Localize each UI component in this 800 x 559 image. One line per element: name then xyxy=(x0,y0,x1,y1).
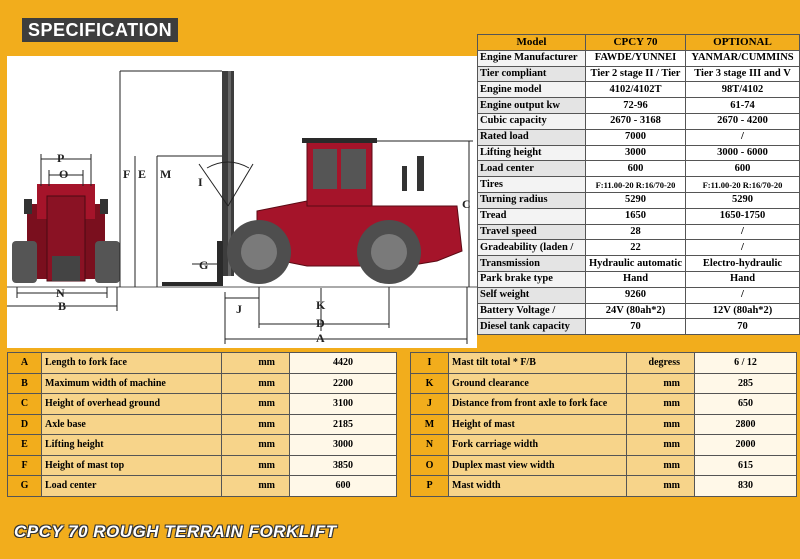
dimension-unit: mm xyxy=(627,414,695,435)
dimension-letter: O xyxy=(411,455,449,476)
spec-value-optional: 12V (80ah*2) xyxy=(686,303,800,319)
spec-row xyxy=(478,98,800,114)
spec-row xyxy=(478,161,800,177)
dimension-letter: F xyxy=(8,455,42,476)
spec-value-optional: / xyxy=(686,287,800,303)
side-view xyxy=(162,71,462,286)
label-f: F xyxy=(123,167,131,181)
dimension-description: Distance from front axle to fork face xyxy=(449,394,627,415)
spec-row xyxy=(478,82,800,98)
dimension-row xyxy=(411,476,797,497)
spec-row xyxy=(478,129,800,145)
spec-value-optional: / xyxy=(686,240,800,256)
label-b: B xyxy=(58,299,67,313)
spec-value-optional: 61-74 xyxy=(686,98,800,114)
spec-value-cpcy70: 600 xyxy=(586,161,686,177)
spec-value-cpcy70: 1650 xyxy=(586,208,686,224)
label-g: G xyxy=(199,258,209,272)
spec-table-header xyxy=(478,35,800,51)
dimension-unit: mm xyxy=(627,373,695,394)
spec-value-cpcy70: FAWDE/YUNNEI xyxy=(586,50,686,66)
spec-row xyxy=(478,113,800,129)
dimension-description: Mast width xyxy=(449,476,627,497)
label-n: N xyxy=(56,286,65,300)
spec-label: Tread xyxy=(478,208,586,224)
dimension-value: 600 xyxy=(290,476,397,497)
label-k: K xyxy=(316,298,326,312)
spec-value-optional: 1650-1750 xyxy=(686,208,800,224)
label-d: D xyxy=(316,316,325,330)
spec-value-cpcy70: Tier 2 stage II / Tier xyxy=(586,66,686,82)
dimension-unit: mm xyxy=(222,373,290,394)
spec-value-optional: Hand xyxy=(686,271,800,287)
dimension-value: 650 xyxy=(695,394,797,415)
spec-value-optional: Tier 3 stage III and V xyxy=(686,66,800,82)
dimension-description: Height of mast top xyxy=(42,455,222,476)
dimension-unit: mm xyxy=(222,414,290,435)
spec-value-cpcy70: Hand xyxy=(586,271,686,287)
dimension-letter: P xyxy=(411,476,449,497)
spec-value-optional: F:11.00-20 R:16/70-20 xyxy=(686,177,800,193)
dimension-row xyxy=(8,435,397,456)
spec-label: Self weight xyxy=(478,287,586,303)
header-cpcy70: CPCY 70 xyxy=(586,35,686,51)
spec-label: Travel speed xyxy=(478,224,586,240)
dimension-value: 3850 xyxy=(290,455,397,476)
label-j: J xyxy=(236,302,242,316)
spec-table xyxy=(477,34,800,335)
spec-value-optional: 5290 xyxy=(686,192,800,208)
dimension-letter: K xyxy=(411,373,449,394)
spec-label: Engine Manufacturer xyxy=(478,50,586,66)
spec-value-optional: 2670 - 4200 xyxy=(686,113,800,129)
dimension-row xyxy=(411,373,797,394)
spec-value-optional: / xyxy=(686,224,800,240)
dimension-row xyxy=(8,353,397,374)
dimension-letter: D xyxy=(8,414,42,435)
spec-value-cpcy70: F:11.00-20 R:16/70-20 xyxy=(586,177,686,193)
dimension-letter: I xyxy=(411,353,449,374)
spec-label: Engine model xyxy=(478,82,586,98)
spec-value-cpcy70: 2670 - 3168 xyxy=(586,113,686,129)
dimension-unit: degress xyxy=(627,353,695,374)
dimension-value: 285 xyxy=(695,373,797,394)
spec-row xyxy=(478,192,800,208)
dimension-description: Maximum width of machine xyxy=(42,373,222,394)
spec-row xyxy=(478,271,800,287)
spec-label: Park brake type xyxy=(478,271,586,287)
dimension-description: Length to fork face xyxy=(42,353,222,374)
dimension-letter: E xyxy=(8,435,42,456)
dimension-row xyxy=(411,414,797,435)
dimension-row xyxy=(8,455,397,476)
spec-value-cpcy70: Hydraulic automatic xyxy=(586,256,686,272)
dimension-table-left xyxy=(7,352,397,497)
dimension-letter: G xyxy=(8,476,42,497)
spec-row xyxy=(478,50,800,66)
dimension-value: 3100 xyxy=(290,394,397,415)
header-model: Model xyxy=(478,35,586,51)
dimension-row xyxy=(411,455,797,476)
spec-value-optional: 600 xyxy=(686,161,800,177)
spec-row xyxy=(478,319,800,335)
dimension-letter: N xyxy=(411,435,449,456)
spec-value-optional: 3000 - 6000 xyxy=(686,145,800,161)
spec-label: Rated load xyxy=(478,129,586,145)
spec-label: Cubic capacity xyxy=(478,113,586,129)
spec-value-cpcy70: 5290 xyxy=(586,192,686,208)
spec-row xyxy=(478,66,800,82)
label-o: O xyxy=(59,167,69,181)
spec-row xyxy=(478,208,800,224)
forklift-drawing xyxy=(7,56,477,348)
spec-label: Engine output kw xyxy=(478,98,586,114)
dimension-row xyxy=(411,394,797,415)
dimension-letter: M xyxy=(411,414,449,435)
label-a: A xyxy=(316,331,325,345)
dimension-value: 615 xyxy=(695,455,797,476)
spec-value-cpcy70: 28 xyxy=(586,224,686,240)
dimension-letter: J xyxy=(411,394,449,415)
dimension-row xyxy=(411,435,797,456)
dimension-unit: mm xyxy=(627,455,695,476)
label-c: C xyxy=(462,197,471,211)
dimension-value: 6 / 12 xyxy=(695,353,797,374)
label-m: M xyxy=(160,167,172,181)
spec-row xyxy=(478,224,800,240)
spec-value-cpcy70: 70 xyxy=(586,319,686,335)
spec-value-optional: / xyxy=(686,129,800,145)
header-optional: OPTIONAL xyxy=(686,35,800,51)
dimension-unit: mm xyxy=(222,455,290,476)
label-i: I xyxy=(198,175,203,189)
dimension-description: Axle base xyxy=(42,414,222,435)
dimension-letter: C xyxy=(8,394,42,415)
spec-label: Turning radius xyxy=(478,192,586,208)
dimension-letter: B xyxy=(8,373,42,394)
spec-value-optional: 98T/4102 xyxy=(686,82,800,98)
dimension-description: Lifting height xyxy=(42,435,222,456)
footer-title: CPCY 70 ROUGH TERRAIN FORKLIFT xyxy=(14,522,337,541)
dimension-row xyxy=(8,414,397,435)
spec-value-cpcy70: 4102/4102T xyxy=(586,82,686,98)
spec-value-cpcy70: 3000 xyxy=(586,145,686,161)
spec-label: Load center xyxy=(478,161,586,177)
dimension-row xyxy=(8,476,397,497)
dimension-description: Load center xyxy=(42,476,222,497)
spec-label: Lifting height xyxy=(478,145,586,161)
dimension-unit: mm xyxy=(627,476,695,497)
dimension-unit: mm xyxy=(222,476,290,497)
spec-label: Tires xyxy=(478,177,586,193)
spec-label: Gradeability (laden / xyxy=(478,240,586,256)
label-p: P xyxy=(57,151,65,165)
dimension-row xyxy=(8,394,397,415)
dimension-description: Mast tilt total * F/B xyxy=(449,353,627,374)
spec-label: Tier compliant xyxy=(478,66,586,82)
spec-value-optional: Electro-hydraulic xyxy=(686,256,800,272)
dimension-unit: mm xyxy=(627,435,695,456)
spec-row xyxy=(478,256,800,272)
dimension-row xyxy=(411,353,797,374)
dimension-value: 2800 xyxy=(695,414,797,435)
spec-value-cpcy70: 7000 xyxy=(586,129,686,145)
dimension-description: Ground clearance xyxy=(449,373,627,394)
dimension-unit: mm xyxy=(222,435,290,456)
dimension-value: 3000 xyxy=(290,435,397,456)
dimension-value: 4420 xyxy=(290,353,397,374)
spec-row xyxy=(478,287,800,303)
dimension-description: Duplex mast view width xyxy=(449,455,627,476)
dimension-value: 2200 xyxy=(290,373,397,394)
dimension-value: 2000 xyxy=(695,435,797,456)
dimension-unit: mm xyxy=(222,353,290,374)
dimension-description: Height of overhead ground xyxy=(42,394,222,415)
dimension-table-right xyxy=(410,352,797,497)
spec-row xyxy=(478,177,800,193)
dimension-value: 830 xyxy=(695,476,797,497)
spec-value-cpcy70: 22 xyxy=(586,240,686,256)
spec-value-optional: 70 xyxy=(686,319,800,335)
spec-row xyxy=(478,303,800,319)
dimension-unit: mm xyxy=(627,394,695,415)
label-e: E xyxy=(138,167,147,181)
spec-value-optional: YANMAR/CUMMINS xyxy=(686,50,800,66)
spec-label: Transmission xyxy=(478,256,586,272)
dimension-description: Fork carriage width xyxy=(449,435,627,456)
spec-row xyxy=(478,145,800,161)
spec-value-cpcy70: 72-96 xyxy=(586,98,686,114)
dimension-row xyxy=(8,373,397,394)
dimension-letter: A xyxy=(8,353,42,374)
page-title: SPECIFICATION xyxy=(22,18,178,42)
dimension-value: 2185 xyxy=(290,414,397,435)
spec-row xyxy=(478,240,800,256)
spec-label: Battery Voltage / xyxy=(478,303,586,319)
dimension-unit: mm xyxy=(222,394,290,415)
dimension-description: Height of mast xyxy=(449,414,627,435)
spec-label: Diesel tank capacity xyxy=(478,319,586,335)
spec-value-cpcy70: 9260 xyxy=(586,287,686,303)
spec-value-cpcy70: 24V (80ah*2) xyxy=(586,303,686,319)
